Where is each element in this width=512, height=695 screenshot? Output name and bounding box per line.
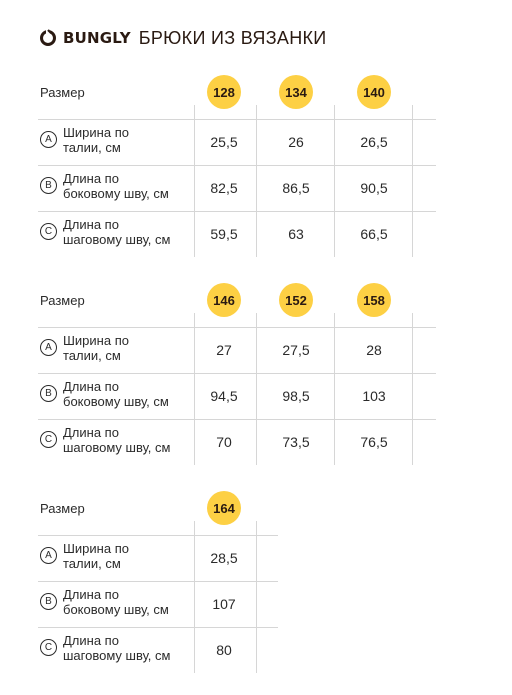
param-letter-icon: A (40, 339, 57, 356)
size-table (0, 75, 512, 265)
param-text: Ширина по талии, см (63, 541, 129, 571)
param-text: Длина по боковому шву, см (63, 587, 169, 617)
column-divider (256, 521, 257, 673)
param-letter-icon: C (40, 223, 57, 240)
value-cell: 80 (216, 642, 232, 658)
param-label (40, 587, 193, 617)
value-cell: 103 (362, 388, 386, 404)
size-label: Размер (40, 501, 85, 516)
value-cell: 27,5 (282, 342, 310, 358)
param-text: Ширина по талии, см (63, 125, 129, 155)
param-letter-icon: A (40, 547, 57, 564)
value-cell: 73,5 (282, 434, 310, 450)
column-divider (412, 313, 413, 465)
param-text: Длина по боковому шву, см (63, 379, 169, 409)
value-cell: 63 (288, 226, 304, 242)
size-badge: 152 (279, 283, 313, 317)
value-cell: 70 (216, 434, 232, 450)
value-cell: 82,5 (210, 180, 238, 196)
row-divider (38, 535, 278, 536)
column-divider (334, 105, 335, 257)
value-cell: 26,5 (360, 134, 388, 150)
param-label (40, 633, 193, 663)
value-cell: 26 (288, 134, 304, 150)
value-cell: 94,5 (210, 388, 238, 404)
size-table (0, 283, 512, 473)
value-cell: 25,5 (210, 134, 238, 150)
page-title: БРЮКИ ИЗ ВЯЗАНКИ (138, 27, 327, 48)
param-text: Ширина по талии, см (63, 333, 129, 363)
size-badge: 158 (357, 283, 391, 317)
size-label: Размер (40, 293, 85, 308)
param-text: Длина по шаговому шву, см (63, 217, 171, 247)
size-badge: 134 (279, 75, 313, 109)
param-text: Длина по шаговому шву, см (63, 633, 171, 663)
row-divider (38, 581, 278, 582)
row-divider (38, 211, 436, 212)
param-letter-icon: A (40, 131, 57, 148)
column-divider (256, 105, 257, 257)
row-divider (38, 119, 436, 120)
column-divider (412, 105, 413, 257)
value-cell: 98,5 (282, 388, 310, 404)
param-label (40, 171, 193, 201)
row-divider (38, 373, 436, 374)
param-letter-icon: C (40, 639, 57, 656)
param-letter-icon: B (40, 593, 57, 610)
brand-name: BUNGLY (63, 29, 131, 47)
value-cell: 86,5 (282, 180, 310, 196)
size-badge: 140 (357, 75, 391, 109)
param-label (40, 425, 193, 455)
column-divider (256, 313, 257, 465)
bungly-logo-icon (39, 29, 57, 47)
size-badge: 164 (207, 491, 241, 525)
row-divider (38, 327, 436, 328)
size-badge: 146 (207, 283, 241, 317)
value-cell: 28,5 (210, 550, 238, 566)
size-table (0, 491, 512, 681)
value-cell: 28 (366, 342, 382, 358)
size-label: Размер (40, 85, 85, 100)
row-divider (38, 419, 436, 420)
value-cell: 76,5 (360, 434, 388, 450)
param-label (40, 217, 193, 247)
row-divider (38, 165, 436, 166)
header (39, 27, 327, 49)
param-label (40, 333, 193, 363)
value-cell: 59,5 (210, 226, 238, 242)
param-letter-icon: B (40, 177, 57, 194)
row-divider (38, 627, 278, 628)
param-letter-icon: B (40, 385, 57, 402)
param-letter-icon: C (40, 431, 57, 448)
param-label (40, 541, 193, 571)
param-text: Длина по боковому шву, см (63, 171, 169, 201)
value-cell: 90,5 (360, 180, 388, 196)
param-label (40, 125, 193, 155)
column-divider (334, 313, 335, 465)
size-badge: 128 (207, 75, 241, 109)
param-text: Длина по шаговому шву, см (63, 425, 171, 455)
value-cell: 107 (212, 596, 236, 612)
param-label (40, 379, 193, 409)
value-cell: 66,5 (360, 226, 388, 242)
value-cell: 27 (216, 342, 232, 358)
